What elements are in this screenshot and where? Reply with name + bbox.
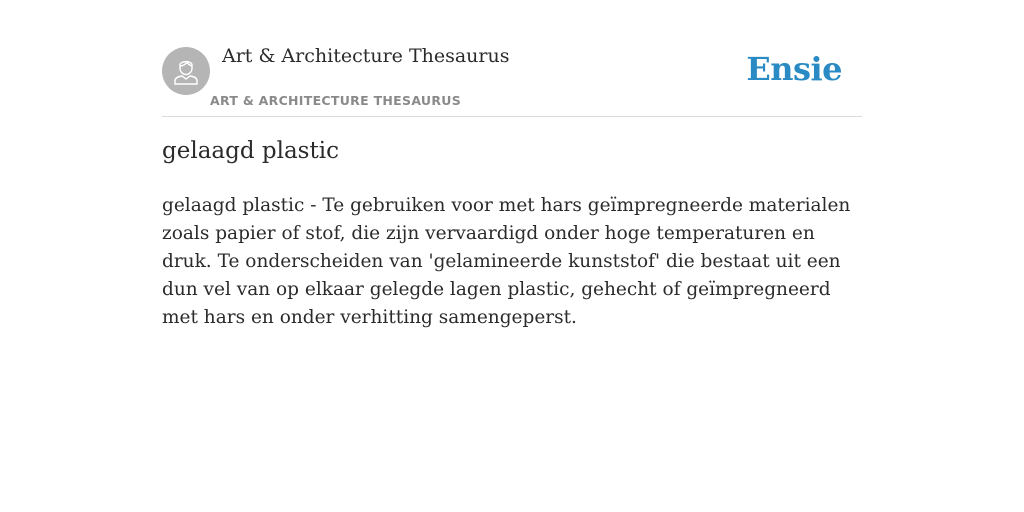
brand-logo[interactable]: Ensie [746,50,842,88]
page-title: gelaagd plastic [162,138,339,164]
definition-text: gelaagd plastic - Te gebruiken voor met hars geïmpregneerde materialen zoals papier of stof, die zijn vervaardigd onder hoge temperaturen en druk. Te onderscheiden van 'gelamineerde kunststof' die bestaat uit een dun vel van op elkaar gelegde lagen plastic, gehecht of geïmpregneerd met hars en onder verhitting samengeperst. [162,195,851,328]
author-header [162,40,862,117]
author-name[interactable]: Art & Architecture Thesaurus [222,45,510,67]
author-avatar[interactable] [162,47,210,95]
user-icon [171,56,201,86]
author-subtitle: ART & ARCHITECTURE THESAURUS [210,93,462,108]
